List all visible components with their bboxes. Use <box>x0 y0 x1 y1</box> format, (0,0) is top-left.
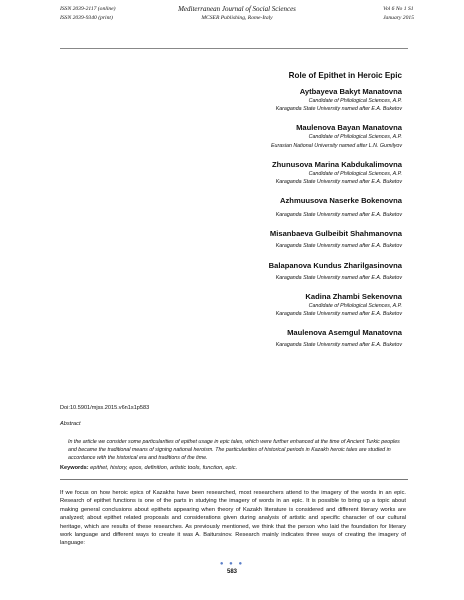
body-paragraph: If we focus on how heroic epics of Kazakhs have been researched, most researchers attend to the imagery of the words in an epic. Research of epithet functions is one of the parts in studying the imagery of words in an epic. It is possible to bring up a topic about making general conclusions about epithets appearing when theory of Kazakh literature is considered and different literary works are analyzed; about epithet related proposals and considerations given during analysis of artistic and specific character of our cultural heritage, which are results of these researches. As previously mentioned, we think that the person who laid the foundation for literary work language and different ways to create it was A. Baitursinov. Research mainly indicates three ways of creating the imagery of language: <box>60 490 406 547</box>
keywords <box>60 465 404 471</box>
volume: Vol 6 No 1 S1 <box>383 6 414 12</box>
author-entry <box>60 159 402 186</box>
author-name: Maulenova Bayan Manatovna <box>296 123 402 133</box>
author-name: Zhunusova Marina Kabdukalimovna <box>272 159 402 169</box>
section-divider <box>60 479 408 480</box>
author-degree: Candidate of Philological Sciences, A.P. <box>308 170 402 177</box>
author-name: Aytbayeva Bakyt Manatovna <box>299 87 402 96</box>
issn-online: ISSN 2039-2117 (online) <box>60 6 116 12</box>
abstract-heading: Abstract <box>60 421 81 427</box>
author-affiliation: Eurasian National University named after L.N. Gumilyov <box>270 142 402 149</box>
author-entry <box>60 122 402 149</box>
page-header <box>60 5 414 45</box>
author-affiliation: Karaganda State University named after E.A. Buketov <box>275 274 402 281</box>
author-entry <box>60 195 402 219</box>
author-entry <box>60 86 402 113</box>
paper-title: Role of Epithet in Heroic Epic <box>288 71 402 80</box>
author-degree: Candidate of Philological Sciences, A.P. <box>308 134 402 141</box>
author-affiliation: Karaganda State University named after E.A. Buketov <box>275 212 402 219</box>
author-affiliation: Karaganda State University named after E.A. Buketov <box>275 106 402 113</box>
journal-name: Mediterranean Journal of Social Sciences <box>178 5 296 13</box>
issue-date: January 2015 <box>383 14 414 21</box>
volume-block <box>383 5 414 22</box>
author-affiliation: Karaganda State University named after E.A. Buketov <box>275 342 402 349</box>
author-entry <box>60 228 402 250</box>
author-name: Maulenova Asemgul Manatovna <box>287 328 402 338</box>
author-affiliation: Karaganda State University named after E.A. Buketov <box>275 179 402 186</box>
author-entry <box>60 260 402 282</box>
author-affiliation: Karaganda State University named after E.A. Buketov <box>275 243 402 250</box>
header-divider <box>60 48 408 49</box>
author-list <box>60 86 402 349</box>
page-number: 583 <box>226 569 237 575</box>
author-affiliation: Karaganda State University named after E.A. Buketov <box>275 311 402 318</box>
issn-print: ISSN 2039-9340 (print) <box>60 14 113 21</box>
abstract-text: In the article we consider some particularities of epithet usage in epic tales, which were further enhanced at the time of Ancient Turkic peoples and became the traditional means of signing national heroism. The particularities of historical periods in Kazakh heroic tales are studied in accordance with the historical era and traditions of the time. <box>68 439 400 461</box>
keywords-text: epithet, history, epos, definition, artistic tools, function, epic. <box>90 465 238 471</box>
author-name: Azhmuusova Naserke Bokenovna <box>280 196 402 206</box>
author-name: Balapanova Kundus Zharilgasinovna <box>268 260 402 270</box>
author-name: Misanbaeva Gulbeibit Shahmanovna <box>269 229 402 239</box>
publisher: MCSER Publishing, Rome-Italy <box>201 14 273 21</box>
footer-dots: ● ● ● <box>219 561 245 567</box>
journal-block <box>60 5 414 22</box>
author-degree: Candidate of Philological Sciences, A.P. <box>308 302 402 309</box>
keywords-label: Keywords: <box>60 465 89 471</box>
author-degree: Candidate of Philological Sciences, A.P. <box>308 98 402 104</box>
author-name: Kadina Zhambi Sekenovna <box>305 291 402 301</box>
author-entry <box>60 327 402 349</box>
author-entry <box>60 291 402 318</box>
doi: Doi:10.5901/mjss.2015.v6n1s1p583 <box>60 405 150 411</box>
